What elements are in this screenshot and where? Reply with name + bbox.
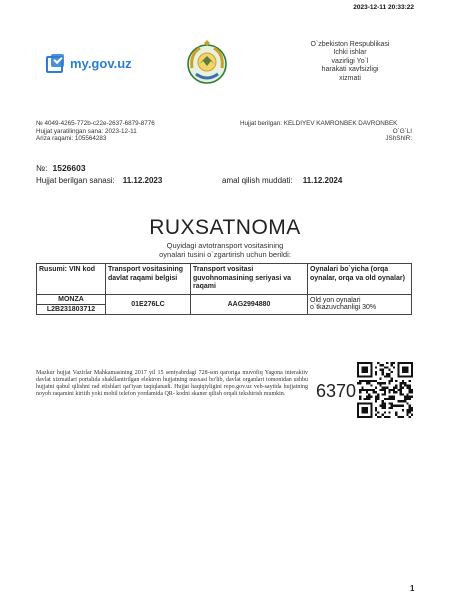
page-number: 1	[410, 584, 415, 593]
table-row	[37, 294, 412, 304]
table-header-row	[37, 264, 412, 295]
certificate-number: AAG2994880	[191, 294, 308, 314]
application-number: Ariza raqami: 105564283	[36, 135, 107, 143]
checkbox-logo-icon	[46, 54, 66, 72]
jshshir: JShShIR:	[385, 135, 412, 143]
state-emblem-icon	[186, 40, 228, 86]
verification-code: 6370	[316, 381, 357, 401]
permit-number: 1526603	[52, 163, 86, 173]
permit-number-row: №: 1526603	[36, 163, 86, 173]
plate-number: 01E276LC	[106, 294, 191, 314]
vehicle-table	[36, 263, 412, 315]
document-meta	[36, 120, 155, 143]
vin-code: L2B231803712	[37, 304, 106, 314]
document-subtitle: Quyidagi avtotransport vositasining oynalari tusini o`zgartirish uchun berildi:	[159, 241, 291, 259]
qr-code-icon[interactable]	[357, 362, 413, 418]
recipient-meta	[240, 120, 412, 143]
issued-to: Hujjat berilgan: KELDIYEV KAMRONBEK DAVRONBEK	[240, 120, 398, 127]
legal-notice: Mazkur hujjat Vazirlar Mahkamasining 2017 yil 15 sentyabrdagi 728-son qaroriga muvofiq Yagona interaktiv davlat xizmatlari portalida shakllantirilgan elektron hujjatning nusxasi bo'lib, davlat organlari tomonidan ushbu hujjatni qabul qilishni rad etishlari qat'iyan taqiqlanadi. Hujjat haqiqiyligini repo.gov.uz veb-saytida hujjatning noyob raqamini kiritib yoki mobil telefon yordamida QR- kodni skaner qilish orqali tekshirish mumkin.	[36, 370, 308, 397]
doc-id: № 4049-4265-772b-c22e-2637-6879-8776	[36, 120, 155, 127]
issue-date: 11.12.2023	[122, 176, 163, 185]
site-name: my.gov.uz	[70, 55, 132, 71]
created-date: Hujjat yaratilingan sana: 2023-12-11	[36, 127, 137, 135]
vehicle-model: MONZA	[37, 294, 106, 304]
timestamp: 2023-12-11 20:33:22	[353, 4, 414, 11]
column-header: Transport vositasi guvohnomasining seriyasi va raqami	[191, 264, 308, 295]
windows-cell: Old yon oynalari o`tkazuvchanligi 30%	[308, 294, 412, 314]
ministry-name: O`zbekiston Respublikasi Ichki ishlar vazirligi Yo`l harakati xavfsizligi xizmati	[310, 41, 390, 82]
document-title: RUXSATNOMA	[149, 216, 301, 239]
issued-to-continued: O`G`LI	[392, 127, 412, 135]
valid-date: 11.12.2024	[302, 176, 343, 185]
valid-date-row: amal qilish muddati: 11.12.2024	[222, 176, 343, 185]
issue-date-row: Hujjat berilgan sanasi: 11.12.2023	[36, 176, 163, 185]
column-header: Rusumi: VIN kod	[37, 264, 106, 295]
column-header: Transport vositasining davlat raqami belgisi	[106, 264, 191, 295]
column-header: Oynalari bo`yicha (orqa oynalar, orqa va old oynalar)	[308, 264, 412, 295]
mygov-logo[interactable]	[46, 54, 132, 72]
